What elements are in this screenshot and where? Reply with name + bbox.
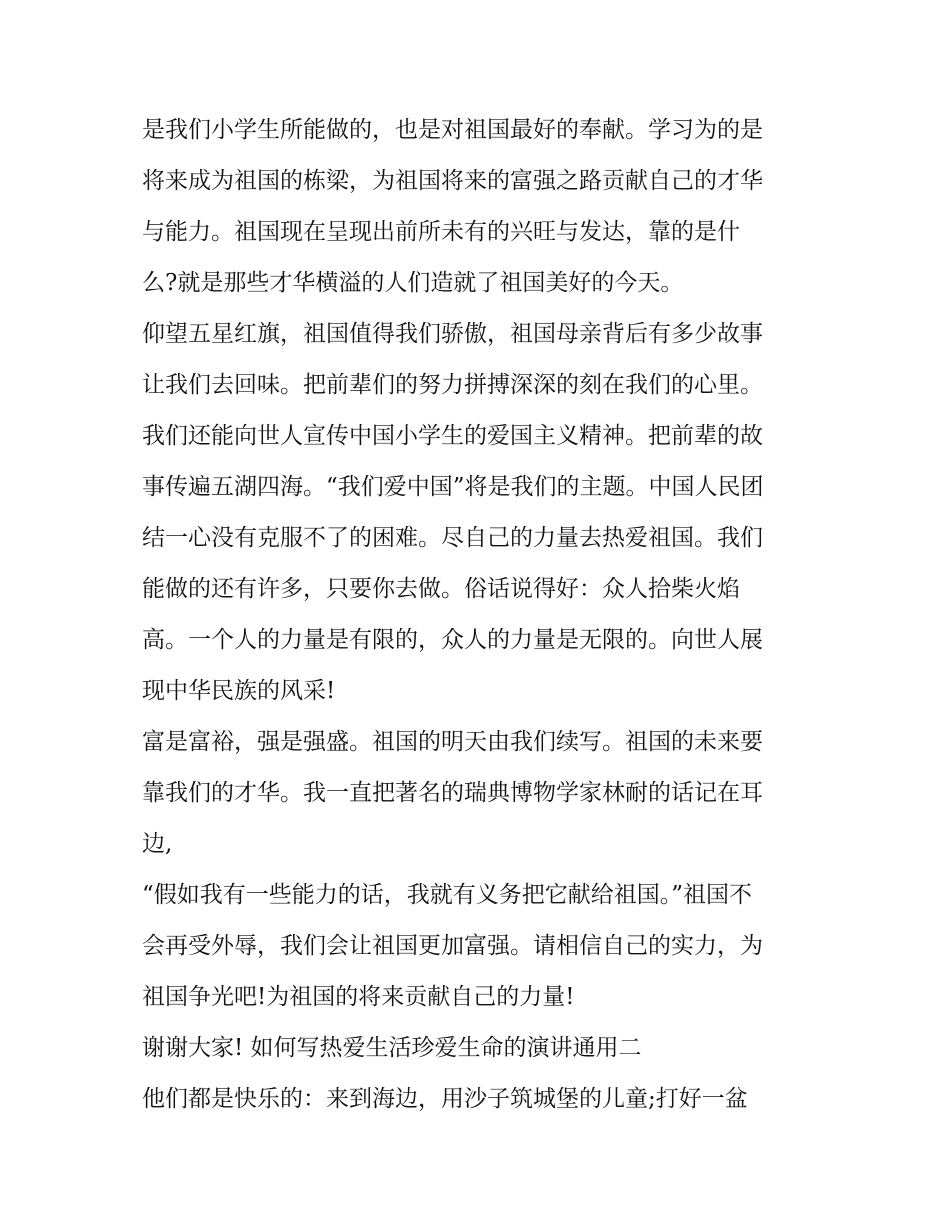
text-line: 富是富裕，强是强盛。祖国的明天由我们续写。祖国的未来要: [142, 729, 763, 755]
text-line: 边,: [142, 831, 173, 857]
text-line: “假如我有一些能力的话，我就有义务把它献给祖国。”祖国不: [142, 882, 753, 908]
text-line: 会再受外辱，我们会让祖国更加富强。请相信自己的实力，为: [142, 933, 763, 959]
text-line: 高。一个人的力量是有限的，众人的力量是无限的。向世人展: [142, 627, 763, 653]
text-line: 我们还能向世人宣传中国小学生的爱国主义精神。把前辈的故: [142, 423, 763, 449]
text-line: 事传遍五湖四海。“我们爱中国”将是我们的主题。中国人民团: [142, 474, 764, 500]
text-line: 将来成为祖国的栋梁，为祖国将来的富强之路贡献自己的才华: [142, 168, 763, 194]
text-line: 靠我们的才华。我一直把著名的瑞典博物学家林耐的话记在耳: [142, 780, 763, 806]
text-line: 祖国争光吧!为祖国的将来贡献自己的力量!: [142, 984, 575, 1010]
text-line: 能做的还有许多，只要你去做。俗话说得好：众人拾柴火焰: [142, 576, 740, 602]
text-line: 谢谢大家! 如何写热爱生活珍爱生命的演讲通用二: [142, 1035, 642, 1061]
text-line: 么?就是那些才华横溢的人们造就了祖国美好的今天。: [142, 270, 684, 296]
text-line: 现中华民族的风采!: [142, 678, 336, 704]
text-line: 仰望五星红旗，祖国值得我们骄傲，祖国母亲背后有多少故事: [142, 321, 763, 347]
text-line: 与能力。祖国现在呈现出前所未有的兴旺与发达，靠的是什: [142, 219, 740, 245]
text-line: 让我们去回味。把前辈们的努力拼搏深深的刻在我们的心里。: [142, 372, 763, 398]
text-line: 结一心没有克服不了的困难。尽自己的力量去热爱祖国。我们: [142, 525, 763, 551]
document-body: [142, 108, 822, 1128]
text-line: 他们都是快乐的：来到海边，用沙子筑城堡的儿童;打好一盆: [142, 1086, 748, 1112]
text-line: 是我们小学生所能做的，也是对祖国最好的奉献。学习为的是: [142, 117, 763, 143]
